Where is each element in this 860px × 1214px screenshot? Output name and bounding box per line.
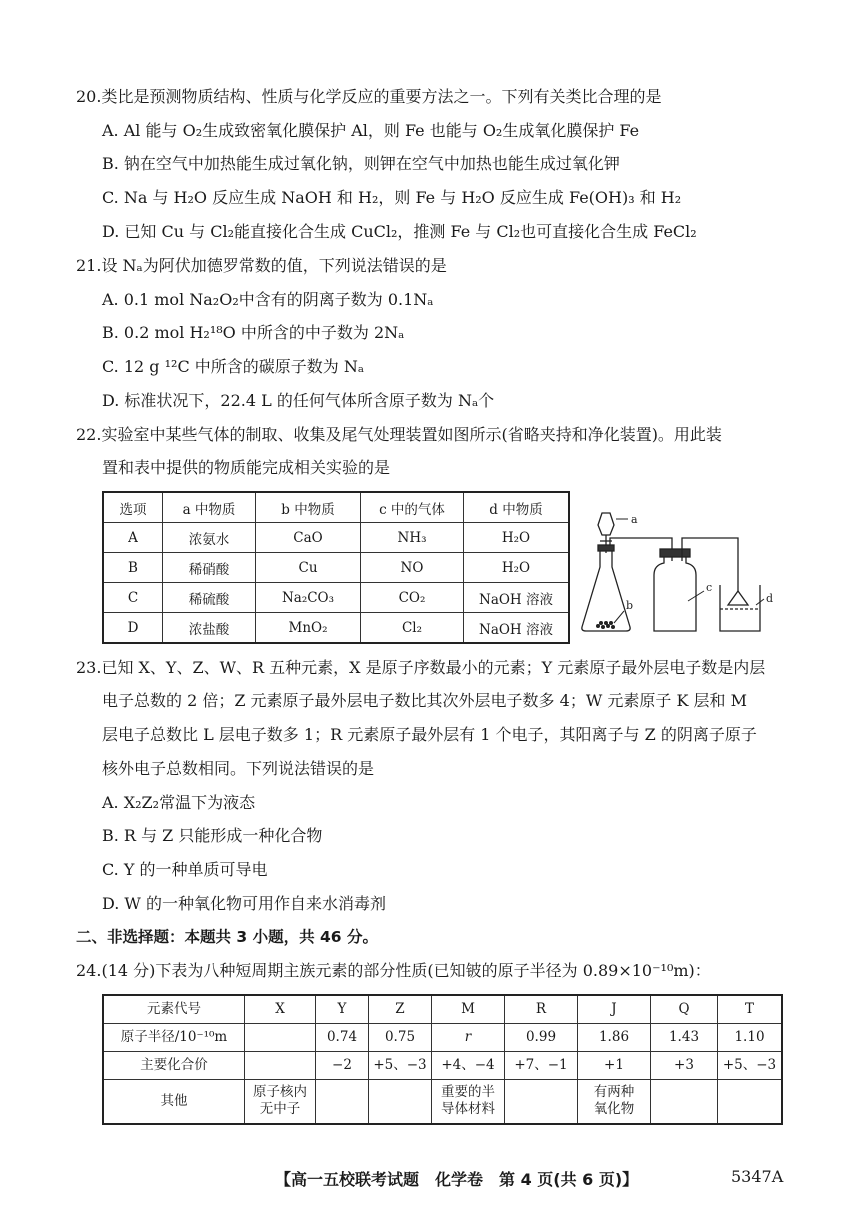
table-cell: +5、−3 <box>718 1052 783 1080</box>
table-cell: 0.75 <box>369 1024 432 1052</box>
table-cell: NaOH 溶液 <box>464 613 570 644</box>
q24-element-table <box>102 994 783 1125</box>
q23-option-c: C. Y 的一种单质可导电 <box>102 860 268 879</box>
table-cell: 1.86 <box>578 1024 651 1052</box>
section-heading: 二、非选择题：本题共 3 小题，共 46 分。 <box>76 928 378 946</box>
table-cell: 0.74 <box>316 1024 369 1052</box>
table-cell: r <box>432 1024 505 1052</box>
table-cell <box>245 1024 316 1052</box>
table-header-row <box>103 492 569 523</box>
table-header-cell: 选项 <box>103 492 163 523</box>
table-header-cell: a 中物质 <box>163 492 256 523</box>
conical-flask-icon <box>582 551 630 631</box>
row-label: 其他 <box>103 1080 245 1124</box>
figure-label-d: d <box>766 592 774 605</box>
table-cell: R <box>505 995 578 1024</box>
q23-stem-line4: 核外电子总数相同。下列说法错误的是 <box>102 759 375 778</box>
table-cell: 1.43 <box>651 1024 718 1052</box>
gas-apparatus-figure <box>580 505 780 645</box>
table-cell: +5、−3 <box>369 1052 432 1080</box>
stopper-icon <box>598 545 614 551</box>
table-cell: 有两种氧化物 <box>578 1080 651 1124</box>
table-cell: +1 <box>578 1052 651 1080</box>
table-header-cell: d 中物质 <box>464 492 570 523</box>
table-cell: X <box>245 995 316 1024</box>
table-cell: 重要的半导体材料 <box>432 1080 505 1124</box>
figure-label-c: c <box>706 581 713 594</box>
figure-label-a: a <box>631 513 638 526</box>
table-header-cell: c 中的气体 <box>361 492 464 523</box>
table-cell: H₂O <box>464 553 570 583</box>
q21-option-b: B. 0.2 mol H₂¹⁸O 中所含的中子数为 2Nₐ <box>102 323 405 342</box>
table-cell: 稀硝酸 <box>163 553 256 583</box>
q20-option-a: A. Al 能与 O₂生成致密氧化膜保护 Al，则 Fe 也能与 O₂生成氧化膜保护 Fe <box>102 121 640 140</box>
table-cell: Y <box>316 995 369 1024</box>
q24-stem: 24.(14 分)下表为八种短周期主族元素的部分性质(已知铍的原子半径为 0.89×10⁻¹⁰m)： <box>76 961 711 980</box>
table-row <box>103 995 782 1024</box>
table-row <box>103 523 569 553</box>
table-cell: CaO <box>256 523 361 553</box>
table-cell: Cu <box>256 553 361 583</box>
q23-option-a: A. X₂Z₂常温下为液态 <box>102 793 256 812</box>
q21-option-a: A. 0.1 mol Na₂O₂中含有的阴离子数为 0.1Nₐ <box>102 290 434 309</box>
table-cell: M <box>432 995 505 1024</box>
separatory-funnel-icon <box>598 513 614 535</box>
q23-stem-line3: 层电子总数比 L 层电子数多 1；R 元素原子最外层有 1 个电子，其阳离子与 Z 的阴离子原子 <box>102 725 757 744</box>
table-cell: Z <box>369 995 432 1024</box>
q21-option-c: C. 12 g ¹²C 中所含的碳原子数为 Nₐ <box>102 357 365 376</box>
table-cell <box>505 1080 578 1124</box>
table-cell: Na₂CO₃ <box>256 583 361 613</box>
row-label: 元素代号 <box>103 995 245 1024</box>
table-cell: T <box>718 995 783 1024</box>
table-cell: 浓氨水 <box>163 523 256 553</box>
table-cell <box>316 1080 369 1124</box>
table-cell <box>369 1080 432 1124</box>
table-cell: 稀硫酸 <box>163 583 256 613</box>
row-label: 原子半径/10⁻¹⁰m <box>103 1024 245 1052</box>
bottle-stopper-icon <box>660 549 690 557</box>
table-cell: J <box>578 995 651 1024</box>
beaker-icon <box>720 585 760 631</box>
table-row <box>103 1080 782 1124</box>
q21-option-d: D. 标准状况下，22.4 L 的任何气体所含原子数为 Nₐ个 <box>102 391 495 410</box>
paper-code: 5347A <box>731 1167 784 1186</box>
table-row <box>103 553 569 583</box>
figure-label-b: b <box>626 599 634 612</box>
q22-table <box>102 491 570 644</box>
table-row <box>103 613 569 644</box>
table-cell: −2 <box>316 1052 369 1080</box>
table-cell: CO₂ <box>361 583 464 613</box>
collection-bottle-icon <box>654 557 696 631</box>
table-row <box>103 1052 782 1080</box>
table-cell: D <box>103 613 163 644</box>
q23-stem-line1: 23.已知 X、Y、Z、W、R 五种元素，X 是原子序数最小的元素；Y 元素原子最外层电子数是内层 <box>76 658 766 677</box>
q22-stem-line1: 22.实验室中某些气体的制取、收集及尾气处理装置如图所示(省略夹持和净化装置)。用此装 <box>76 425 722 444</box>
table-row <box>103 583 569 613</box>
table-cell: MnO₂ <box>256 613 361 644</box>
table-cell: +7、−1 <box>505 1052 578 1080</box>
row-label: 主要化合价 <box>103 1052 245 1080</box>
table-cell: +3 <box>651 1052 718 1080</box>
q23-option-d: D. W 的一种氧化物可用作自来水消毒剂 <box>102 894 386 913</box>
q20-option-c: C. Na 与 H₂O 反应生成 NaOH 和 H₂，则 Fe 与 H₂O 反应生成 Fe(OH)₃ 和 H₂ <box>102 188 682 207</box>
q22-stem-line2: 置和表中提供的物质能完成相关实验的是 <box>102 458 391 477</box>
table-header-cell: b 中物质 <box>256 492 361 523</box>
table-row <box>103 1024 782 1052</box>
table-cell: 1.10 <box>718 1024 783 1052</box>
table-cell: 浓盐酸 <box>163 613 256 644</box>
table-cell: B <box>103 553 163 583</box>
q23-option-b: B. R 与 Z 只能形成一种化合物 <box>102 826 323 845</box>
table-cell: Q <box>651 995 718 1024</box>
table-cell: A <box>103 523 163 553</box>
table-cell <box>718 1080 783 1124</box>
q21-stem: 21.设 Nₐ为阿伏加德罗常数的值，下列说法错误的是 <box>76 256 447 275</box>
q20-option-d: D. 已知 Cu 与 Cl₂能直接化合生成 CuCl₂，推测 Fe 与 Cl₂也可直接化合生成 FeCl₂ <box>102 222 697 241</box>
table-cell: H₂O <box>464 523 570 553</box>
table-cell: Cl₂ <box>361 613 464 644</box>
table-cell: NH₃ <box>361 523 464 553</box>
table-cell: NO <box>361 553 464 583</box>
table-cell: 原子核内无中子 <box>245 1080 316 1124</box>
q20-stem: 20.类比是预测物质结构、性质与化学反应的重要方法之一。下列有关类比合理的是 <box>76 87 662 106</box>
q23-stem-line2: 电子总数的 2 倍；Z 元素原子最外层电子数比其次外层电子数多 4；W 元素原子 K 层和 M <box>102 691 747 710</box>
q20-option-b: B. 钠在空气中加热能生成过氧化钠，则钾在空气中加热也能生成过氧化钾 <box>102 154 620 173</box>
page-footer: 【高一五校联考试题 化学卷 第 4 页(共 6 页)】 <box>275 1170 639 1189</box>
table-cell: NaOH 溶液 <box>464 583 570 613</box>
table-cell: +4、−4 <box>432 1052 505 1080</box>
table-cell: C <box>103 583 163 613</box>
table-cell <box>651 1080 718 1124</box>
table-cell: 0.99 <box>505 1024 578 1052</box>
table-cell <box>245 1052 316 1080</box>
